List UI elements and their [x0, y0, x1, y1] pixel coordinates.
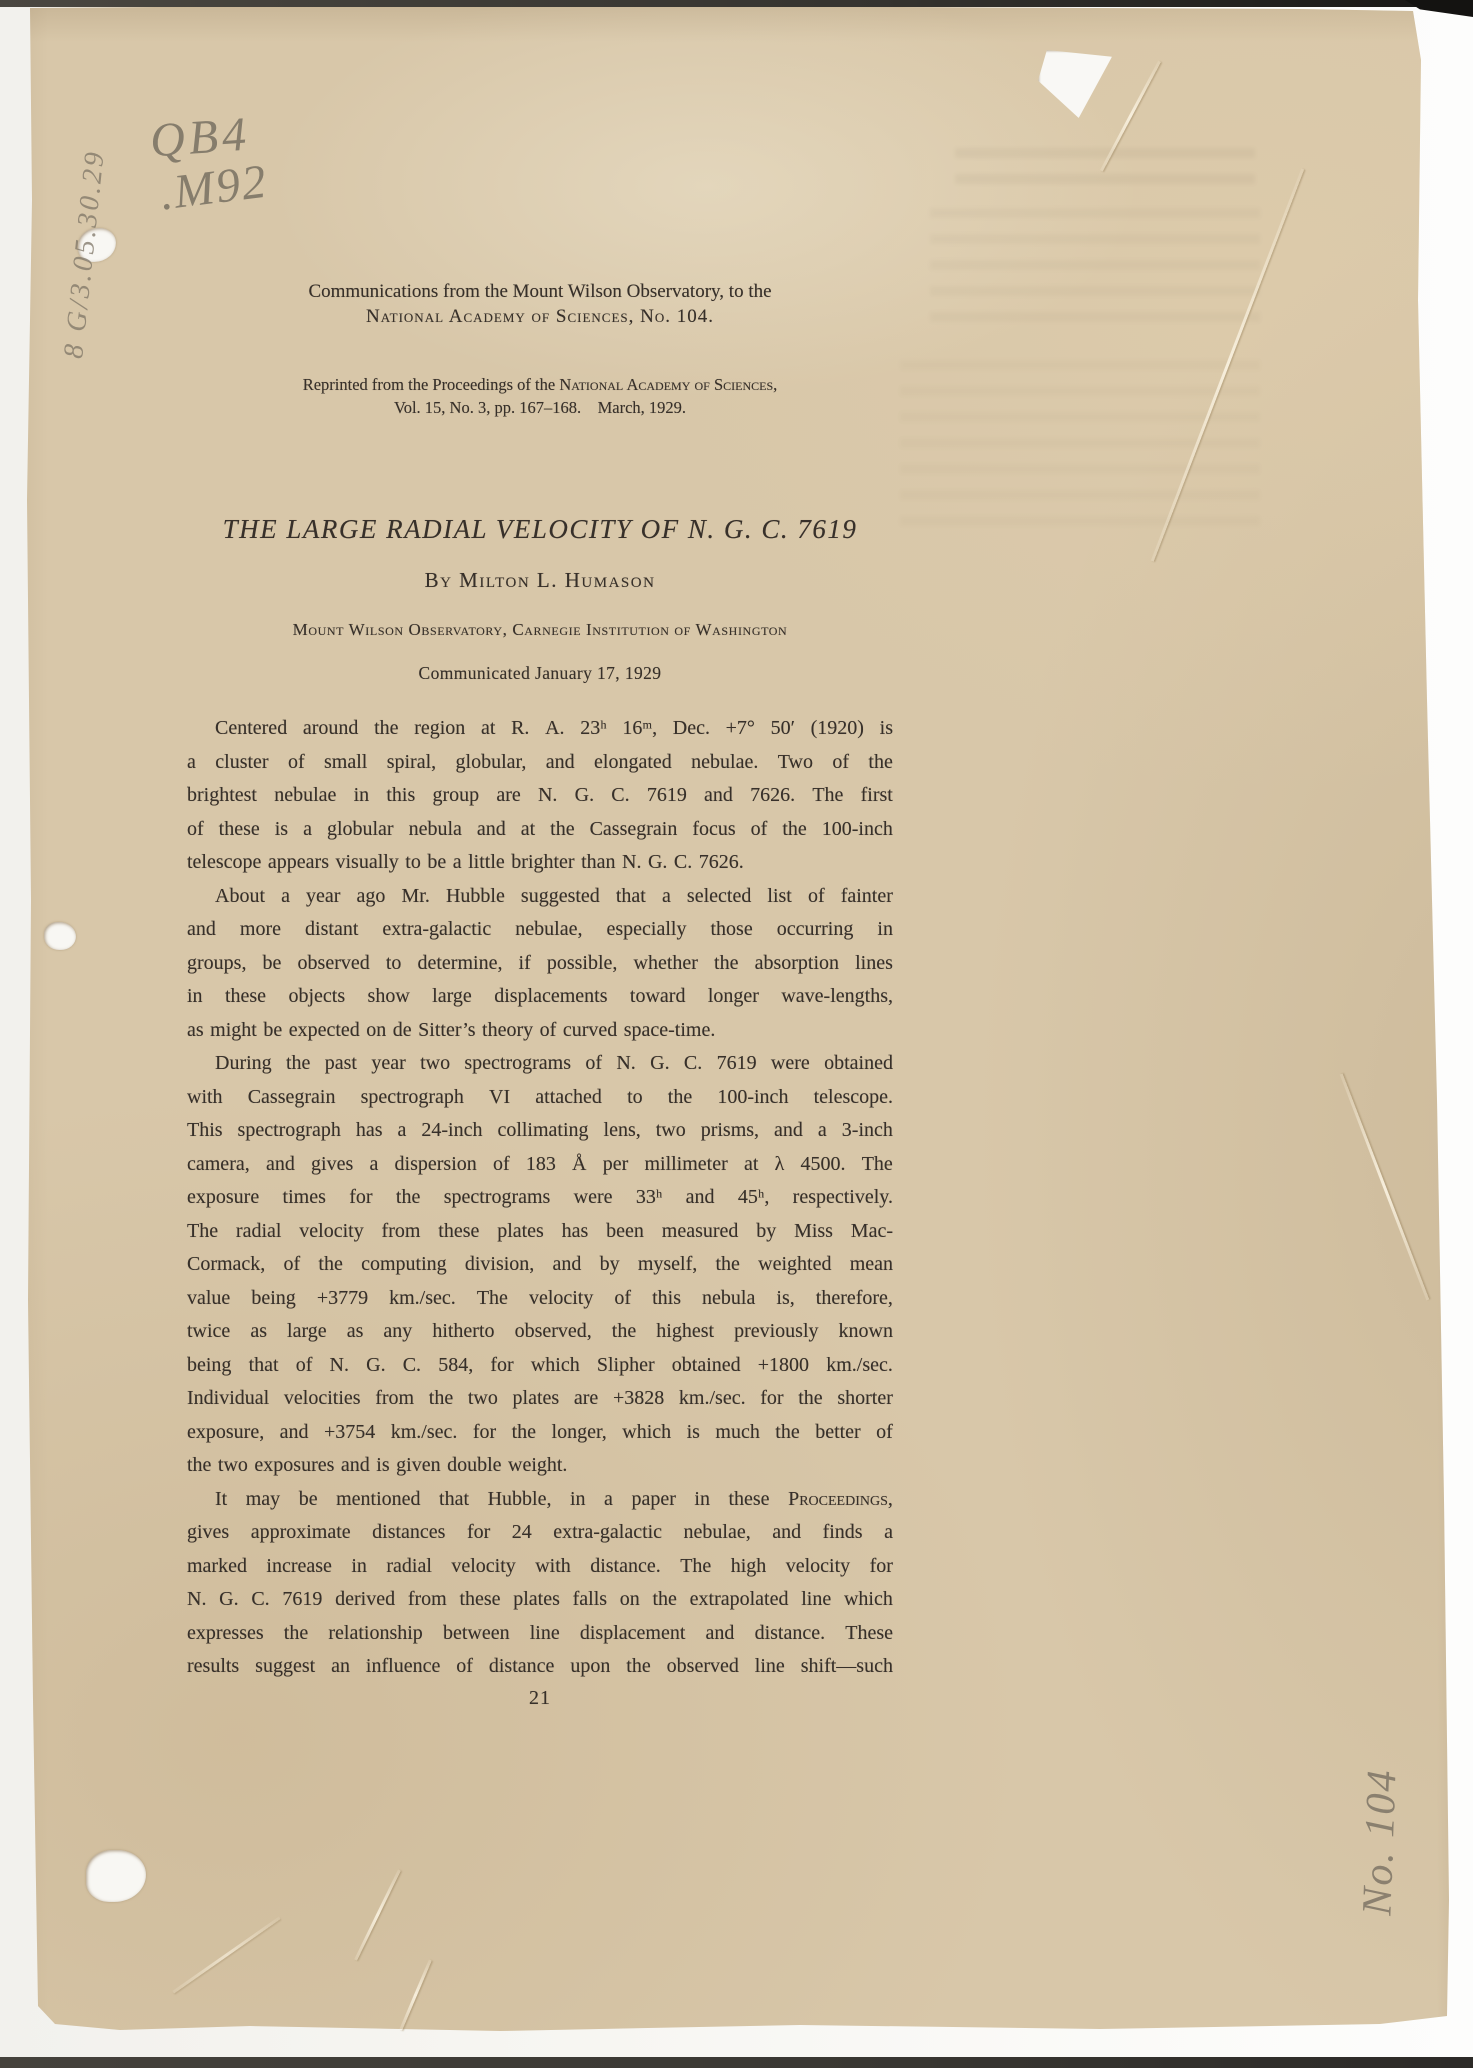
body-line: Cormack, of the computing division, and by myself, the weighted mean	[187, 1253, 893, 1275]
call-number-line1: QB4	[148, 107, 252, 168]
body-line: groups, be observed to determine, if possible, whether the absorption lines	[187, 951, 893, 974]
body-line: exposure, and +3754 km./sec. for the longer, which is much the better of	[187, 1420, 893, 1443]
body-line: telescope appears visually to be a little brighter than N. G. C. 7626.	[187, 851, 744, 873]
body-line: exposure times for the spectrograms were 33ʰ and 45ʰ, respectively.	[187, 1186, 893, 1208]
body-line: brightest nebulae in this group are N. G. C. 7619 and 7626. The first	[187, 784, 893, 806]
body-line: a cluster of small spiral, globular, and elongated nebulae. Two of the	[187, 750, 893, 773]
body-line: camera, and gives a dispersion of 183 Å per millimeter at λ 4500. The	[187, 1152, 893, 1175]
reprint-pre: Reprinted from the Proceedings of the	[302, 375, 560, 394]
body-line: being that of N. G. C. 584, for which Slipher obtained +1800 km./sec.	[187, 1353, 893, 1376]
article-affiliation: Mount Wilson Observatory, Carnegie Institution of Washington	[292, 620, 788, 639]
article-byline: By Milton L. Humason	[424, 568, 656, 592]
body-paragraphs	[187, 712, 893, 1684]
call-number-line2: .M92	[157, 154, 271, 221]
reprint-line-2: Vol. 15, No. 3, pp. 167–168. March, 1929.	[393, 398, 687, 417]
body-line: expresses the relationship between line displacement and distance. These	[187, 1621, 893, 1644]
body-line: It may be mentioned that Hubble, in a paper in these Proceedings,	[215, 1487, 893, 1510]
body-line: with Cassegrain spectrograph VI attached to the 100-inch telescope.	[187, 1085, 893, 1108]
ink-bleed-smudge	[900, 360, 1260, 530]
scan-corner-wedge	[1405, 0, 1473, 17]
communicated-line: Communicated January 17, 1929	[418, 663, 662, 683]
page-number: 21	[529, 1687, 551, 1709]
left-margin-note: 8 G/3.05.30.29	[58, 147, 111, 360]
body-line: N. G. C. 7619 derived from these plates falls on the extrapolated line which	[187, 1588, 893, 1610]
body-line: During the past year two spectrograms of N. G. C. 7619 were obtained	[215, 1052, 893, 1074]
body-line: of these is a globular nebula and at the Cassegrain focus of the 100-inch	[187, 817, 893, 840]
scan-edge-bottom	[0, 2057, 1473, 2068]
body-line: marked increase in radial velocity with distance. The high velocity for	[187, 1554, 893, 1577]
body-line: Individual velocities from the two plates are +3828 km./sec. for the shorter	[187, 1387, 893, 1409]
body-line: The radial velocity from these plates has been measured by Miss Mac-	[187, 1219, 893, 1242]
body-line: as might be expected on de Sitter’s theory of curved space-time.	[187, 1018, 716, 1041]
scan-edge-top	[0, 0, 1473, 7]
body-line: Centered around the region at R. A. 23ʰ 16ᵐ, Dec. +7° 50′ (1920) is	[215, 717, 893, 739]
ink-bleed-smudge	[930, 208, 1260, 328]
article-title: THE LARGE RADIAL VELOCITY OF N. G. C. 7619	[222, 514, 858, 544]
paper-hole	[44, 922, 76, 950]
body-line: This spectrograph has a 24-inch collimating lens, two prisms, and a 3-inch	[187, 1119, 893, 1141]
body-line: gives approximate distances for 24 extra-galactic nebulae, and finds a	[187, 1521, 893, 1543]
reprint-line-1	[187, 375, 893, 395]
body-line: in these objects show large displacements toward longer wave-lengths,	[187, 985, 893, 1007]
header-line-2: National Academy of Sciences, No. 104.	[365, 306, 715, 327]
body-line: results suggest an influence of distance upon the observed line shift—such	[187, 1655, 893, 1677]
body-line: the two exposures and is given double weight.	[187, 1454, 568, 1476]
body-line: About a year ago Mr. Hubble suggested that a selected list of fainter	[215, 884, 893, 907]
body-line: and more distant extra-galactic nebulae, especially those occurring in	[187, 918, 893, 940]
reprint-caps: National Academy of Sciences,	[559, 375, 778, 394]
right-margin-note: No. 104	[1354, 1767, 1406, 1917]
body-line: twice as large as any hitherto observed, the highest previously known	[187, 1320, 893, 1342]
body-line: value being +3779 km./sec. The velocity of this nebula is, therefore,	[187, 1286, 893, 1309]
header-line-1: Communications from the Mount Wilson Observatory, to the	[308, 281, 772, 302]
